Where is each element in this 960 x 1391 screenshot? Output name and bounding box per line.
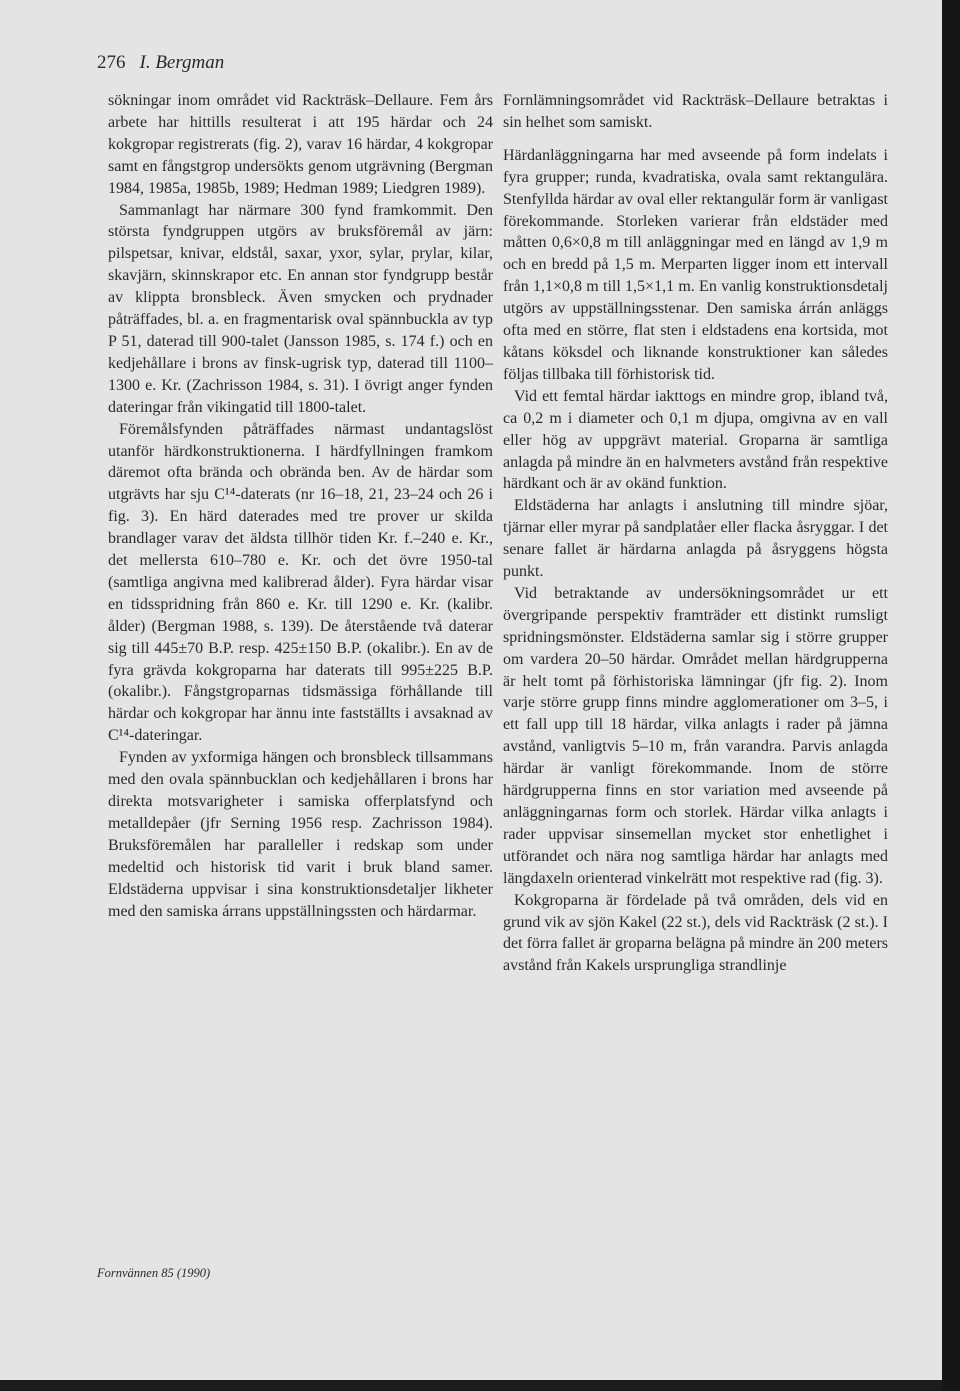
paragraph: Sammanlagt har närmare 300 fynd framkommit. Den största fyndgruppen utgörs av bruksföremål av järn: pilspetsar, knivar, eldstål, saxar, yxor, sylar, prylar, kilar, skavjärn, skinnskrapor etc. En annan stor fyndgrupp består av klippta bronsbleck. Även smycken och prydnader påträffades, bl. a. en fragmentarisk oval spännbuckla av typ P 51, daterad till 900-talet (Jansson 1985, s. 174 f.) och en kedjehållare i brons av finsk-ugrisk typ, daterad till 1100–1300 e. Kr. (Zachrisson 1984, s. 31). I övrigt anger fynden dateringar från vikingatid till 1800-talet. — [108, 201, 493, 416]
paragraph: Härdanläggningarna har med avseende på form indelats i fyra grupper; runda, kvadratiska, ovala samt rektangulära. Stenfyllda härdar av oval eller rektangulär form är vanligast förekommande. Storleken varierar från eldstäder med måtten 0,6×0,8 m till anläggningar med en längd av 1,9 m och en bredd på 1,5 m. Merparten ligger inom ett intervall från 1,1×0,8 m till 1,5×1,1 m. En vanlig konstruktionsdetalj utgörs av uppställningsstenar. Den samiska árrán anläggs ofta med en större, flat sten i eldstadens ena kortsida, mot kåtans köksdel och liknande konstruktioner kan således följas tillbaka till förhistorisk tid. — [503, 146, 888, 383]
paragraph: Föremålsfynden påträffades närmast undantagslöst utanför härdkonstruktionerna. I härdfyllningen framkom däremot ofta brända och obrända ben. Av de härdar som utgrävts har sju C¹⁴-daterats (nr 16–18, 21, 23–24 och 26 i fig. 3). En härd daterades med tre prover ur skilda brandlager varav det äldsta tillhör tiden Kr. f.–240 e. Kr., det mellersta 610–780 e. Kr. och det övre 1950-tal (samtliga angivna med kalibrerad ålder). Fyra härdar visar en tidsspridning från 860 e. Kr. till 1290 e. Kr. (kalibr. ålder) (Bergman 1988, s. 139). De återstående två daterar sig till 445±70 B.P. resp. 425±150 B.P. (okalibr.). En av de fyra grävda kokgroparna har daterats till 995±225 B.P. (okalibr.). Fångstgroparnas tidsmässiga förhållande till härdar och kokgropar har ännu inte fastställts i avsaknad av C¹⁴-dateringar. — [108, 420, 493, 745]
paragraph: Fynden av yxformiga hängen och bronsbleck tillsammans med den ovala spännbucklan och kedjehållaren i brons har direkta motsvarigheter i samiska offerplatsfynd och metalldepåer (jfr Serning 1956 resp. Zachrisson 1984). Bruksföremålen har paralleller i redskap som under medeltid och historisk tid varit i bruk bland samer. Eldstäderna uppvisar i sina konstruktionsdetaljer likheter med den samiska árrans uppställningssten och härdarmar. — [108, 749, 493, 920]
running-header — [97, 52, 224, 74]
page-number: 276 — [97, 52, 126, 73]
paragraph: sökningar inom området vid Rackträsk–Dellaure. Fem års arbete har hittills resulterat i att 195 härdar och 24 kokgropar registrerats (fig. 2), varav 16 härdar, 4 kokgropar samt en fångstgrop undersökts genom utgrävning (Bergman 1984, 1985a, 1985b, 1989; Hedman 1989; Liedgren 1989). — [108, 92, 493, 197]
paragraph: Fornlämningsområdet vid Rackträsk–Dellaure betraktas i sin helhet som samiskt. — [503, 92, 888, 131]
paragraph: Vid betraktande av undersökningsområdet ur ett övergripande perspektiv framträder ett distinkt rumsligt spridningsmönster. Eldstäderna samlar sig i större grupper om vardera 20–50 härdar. Området mellan härdgrupperna är helt tomt på förhistoriska lämningar (jfr fig. 2). Inom varje större grupp finns mindre agglomerationer om 3–5, i ett fall upp till 18 härdar, vilka anlagts i rader på jämna avstånd, vanligtvis 5–10 m, från varandra. Parvis anlagda härdar är vanligt förekommande. Inom de större härdgrupperna finns en stor variation med avseende på anläggningarnas form och storlek. Härdar vilka anlagts i rader uppvisar sinsemellan mycket stor enhetlighet i utförandet och nära nog samtliga härdar har anlagts med längdaxeln orienterad vinkelrätt mot respektive rad (fig. 3). — [503, 584, 888, 887]
paragraph: Vid ett femtal härdar iakttogs en mindre grop, ibland två, ca 0,2 m i diameter och 0,1 m djupa, omgivna av en vall eller hög av uppgrävt material. Groparna är samtliga anlagda på mindre än en halvmeters avstånd från respektive härdkant och är av okänd funktion. — [503, 387, 888, 493]
author-name: I. Bergman — [139, 52, 225, 73]
left-column — [108, 90, 493, 922]
paragraph: Eldstäderna har anlagts i anslutning till mindre sjöar, tjärnar eller myrar på sandplatåer eller flacka åsryggar. I det senare fallet är härdarna anlagda på åsryggens högsta punkt. — [503, 497, 888, 581]
journal-footer: Fornvännen 85 (1990) — [97, 1266, 211, 1280]
right-column — [503, 90, 888, 977]
scan-edge — [942, 0, 960, 1391]
paragraph: Kokgroparna är fördelade på två områden, dels vid en grund vik av sjön Kakel (22 st.), dels vid Rackträsk (2 st.). I det förra fallet är groparna belägna på mindre än 200 meters avstånd från Kakels ursprungliga strandlinje — [503, 891, 888, 975]
